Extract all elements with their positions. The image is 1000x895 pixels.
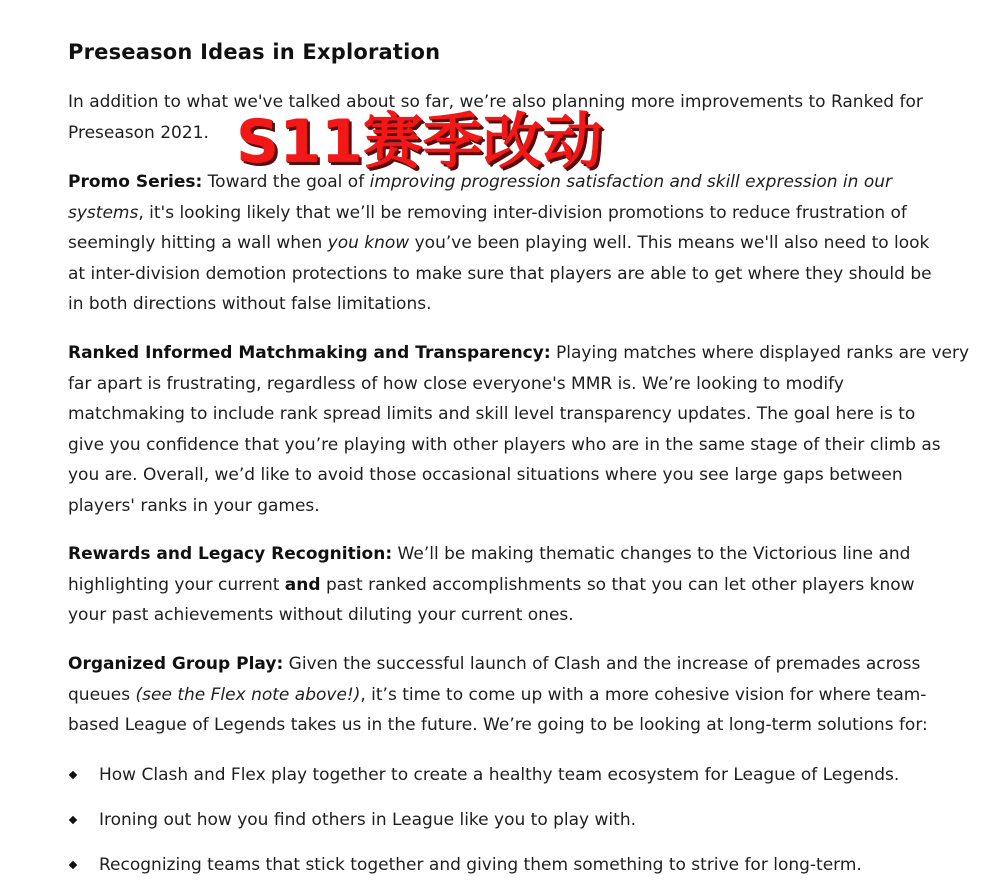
- text-run: , it's looking likely that we’ll be removing inter-division promotions to reduce frustration of: [138, 202, 907, 223]
- rewards-label: Rewards and Legacy Recognition:: [68, 544, 393, 564]
- promo-series-paragraph: [68, 167, 932, 320]
- paragraph-line: [68, 570, 915, 601]
- paragraph-line: based League of Legends takes us in the future. We’re going to be looking at long-term solutions for:: [68, 715, 928, 736]
- paragraph-line: [68, 228, 932, 259]
- section-heading: Preseason Ideas in Exploration: [68, 40, 441, 64]
- paragraph-line: [68, 680, 928, 711]
- paragraph-line: [68, 649, 928, 680]
- paragraph-line: far apart is frustrating, regardless of how close everyone's MMR is. We’re looking to modify: [68, 373, 844, 394]
- promo-series-label: Promo Series:: [68, 172, 203, 192]
- ranked-matchmaking-label: Ranked Informed Matchmaking and Transparency:: [68, 343, 551, 363]
- paragraph-line: give you confidence that you’re playing with other players who are in the same stage of their climb as: [68, 434, 941, 455]
- paragraph-line: you are. Overall, we’d like to avoid those occasional situations where you see large gaps between: [68, 465, 903, 486]
- text-run: highlighting your current: [68, 574, 285, 595]
- italic-run: improving progression satisfaction and skill expression in our: [369, 172, 893, 192]
- list-item-text: Recognizing teams that stick together and giving them something to strive for long-term.: [99, 855, 862, 875]
- text-run: queues: [68, 684, 136, 705]
- season-overlay-caption: S11赛季改动: [236, 107, 603, 177]
- text-run: you’ve been playing well. This means we'll also need to look: [409, 233, 930, 254]
- paragraph-line: [68, 338, 969, 369]
- italic-run: you know: [327, 233, 410, 254]
- text-run: past ranked accomplishments so that you can let other players know: [320, 574, 915, 595]
- text-run: , it’s time to come up with a more cohesive vision for where team-: [360, 684, 927, 705]
- intro-line: In addition to what we've talked about so far, we’re also planning more improvements to Ranked for: [68, 92, 923, 112]
- list-item-text: How Clash and Flex play together to create a healthy team ecosystem for League of Legends.: [99, 765, 900, 785]
- text-run: We’ll be making thematic changes to the Victorious line and: [392, 544, 911, 564]
- list-item-text: Ironing out how you find others in League like you to play with.: [99, 810, 636, 830]
- intro-line: Preseason 2021.: [68, 122, 209, 143]
- italic-run: (see the Flex note above!): [135, 684, 361, 705]
- bold-run: and: [284, 574, 321, 595]
- paragraph-line: [68, 198, 932, 229]
- paragraph-line: players' ranks in your games.: [68, 495, 320, 516]
- diamond-bullet-icon: [69, 861, 77, 869]
- group-play-paragraph: [68, 649, 928, 741]
- italic-run: systems: [68, 202, 139, 223]
- ranked-matchmaking-paragraph: [68, 338, 969, 522]
- diamond-bullet-icon: [69, 816, 77, 824]
- paragraph-line: [68, 539, 915, 570]
- diamond-bullet-icon: [69, 771, 77, 779]
- paragraph-line: matchmaking to include rank spread limits and skill level transparency updates. The goal here is to: [68, 404, 916, 425]
- text-run: Toward the goal of: [202, 172, 370, 192]
- paragraph-line: in both directions without false limitations.: [68, 294, 432, 315]
- text-run: Given the successful launch of Clash and the increase of premades across: [283, 654, 921, 674]
- paragraph-line: your past achievements without diluting your current ones.: [68, 605, 574, 626]
- text-run: Playing matches where displayed ranks are very: [550, 343, 970, 363]
- text-run: seemingly hitting a wall when: [68, 233, 328, 254]
- group-play-label: Organized Group Play:: [68, 654, 284, 674]
- paragraph-line: at inter-division demotion protections to make sure that players are able to get where they should be: [68, 263, 932, 284]
- rewards-paragraph: [68, 539, 915, 631]
